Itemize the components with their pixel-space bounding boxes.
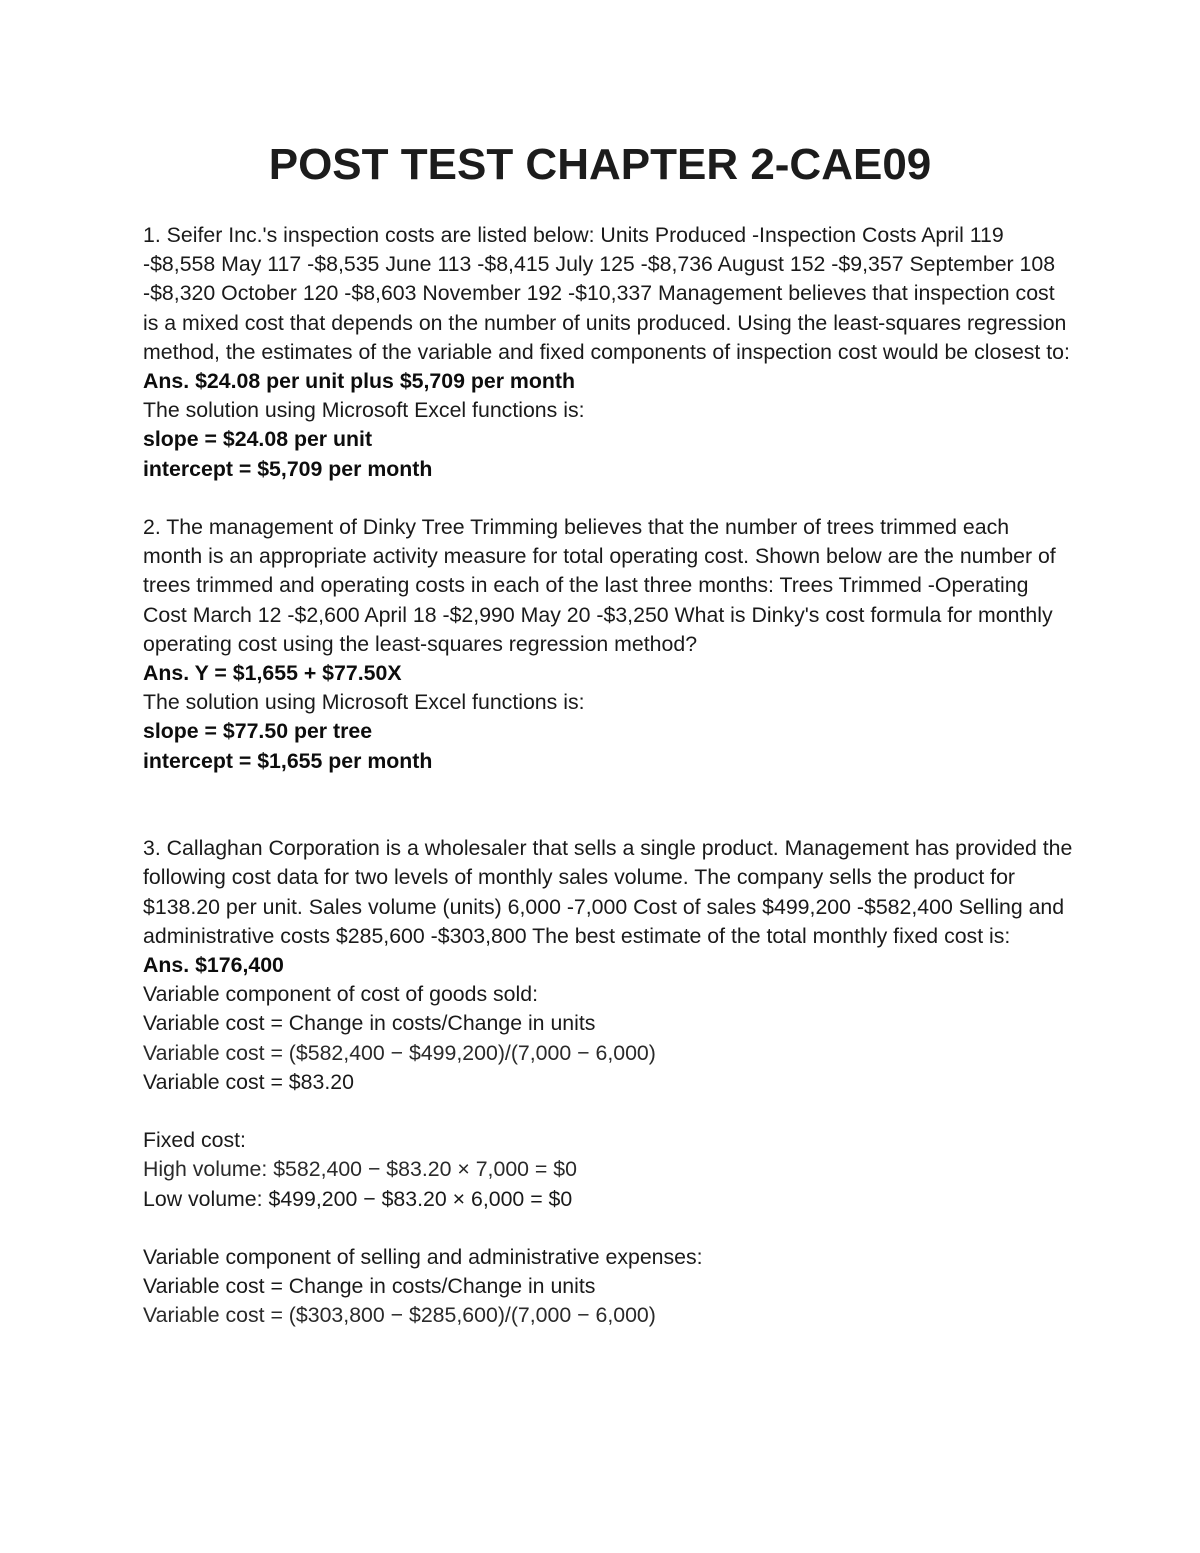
variable-cogs-calculation: Variable cost = ($582,400 − $499,200)/(7,000 − 6,000) (143, 1040, 656, 1065)
question-2-answer: Ans. Y = $1,655 + $77.50X (143, 661, 402, 686)
fixed-cost-low-volume: Low volume: $499,200 − $83.20 × 6,000 = $0 (143, 1186, 573, 1211)
variable-cogs-formula: Variable cost = Change in costs/Change in units (143, 1011, 596, 1036)
spacer (143, 1097, 1073, 1126)
question-1-solution-intro: The solution using Microsoft Excel functions is: (143, 398, 585, 423)
variable-sga-formula: Variable cost = Change in costs/Change in units (143, 1274, 596, 1299)
question-3-answer: Ans. $176,400 (143, 953, 284, 978)
variable-sga-heading: Variable component of selling and administrative expenses: (143, 1245, 703, 1270)
question-2-text: 2. The management of Dinky Tree Trimming believes that the number of trees trimmed each month is an appropriate activity measure for total operating cost. Shown below are the number of trees trimmed and operating costs in each of the last three months: Trees Trimmed -Operating Cost March 12 -$2,600 April 18 -$2,990 May 20 -$3,250 What is Dinky's cost formula for monthly operating cost using the least-squares regression method? (143, 515, 1056, 656)
question-3-text: 3. Callaghan Corporation is a wholesaler that sells a single product. Management has provided the following cost data for two levels of monthly sales volume. The company sells the product for $138.20 per unit. Sales volume (units) 6,000 -7,000 Cost of sales $499,200 -$582,400 Selling and administrative costs $285,600 -$303,800 The best estimate of the total monthly fixed cost is: (143, 836, 1073, 948)
fixed-cost-high-volume: High volume: $582,400 − $83.20 × 7,000 = $0 (143, 1157, 577, 1182)
variable-cogs-heading: Variable component of cost of goods sold: (143, 982, 539, 1007)
question-1-text: 1. Seifer Inc.'s inspection costs are listed below: Units Produced -Inspection Costs April 119 -$8,558 May 117 -$8,535 June 113 -$8,415 July 125 -$8,736 August 152 -$9,357 September 108 -$8,320 October 120 -$8,603 November 192 -$10,337 Management believes that inspection cost is a mixed cost that depends on the number of units produced. Using the least-squares regression method, the estimates of the variable and fixed components of inspection cost would be closest to: (143, 223, 1070, 364)
question-2-intercept: intercept = $1,655 per month (143, 748, 433, 773)
question-1-slope: slope = $24.08 per unit (143, 427, 373, 452)
question-2-slope: slope = $77.50 per tree (143, 719, 373, 744)
question-1-intercept: intercept = $5,709 per month (143, 456, 433, 481)
fixed-cost-heading: Fixed cost: (143, 1128, 246, 1153)
document-body (143, 221, 1073, 1331)
spacer (143, 1214, 1073, 1243)
question-2-solution-intro: The solution using Microsoft Excel functions is: (143, 690, 585, 715)
variable-sga-calculation: Variable cost = ($303,800 − $285,600)/(7,000 − 6,000) (143, 1303, 656, 1328)
spacer (143, 484, 1073, 513)
page-title: POST TEST CHAPTER 2-CAE09 (268, 140, 932, 189)
spacer (143, 776, 1073, 834)
variable-cogs-result: Variable cost = $83.20 (143, 1069, 354, 1094)
question-1-answer: Ans. $24.08 per unit plus $5,709 per month (143, 369, 575, 394)
